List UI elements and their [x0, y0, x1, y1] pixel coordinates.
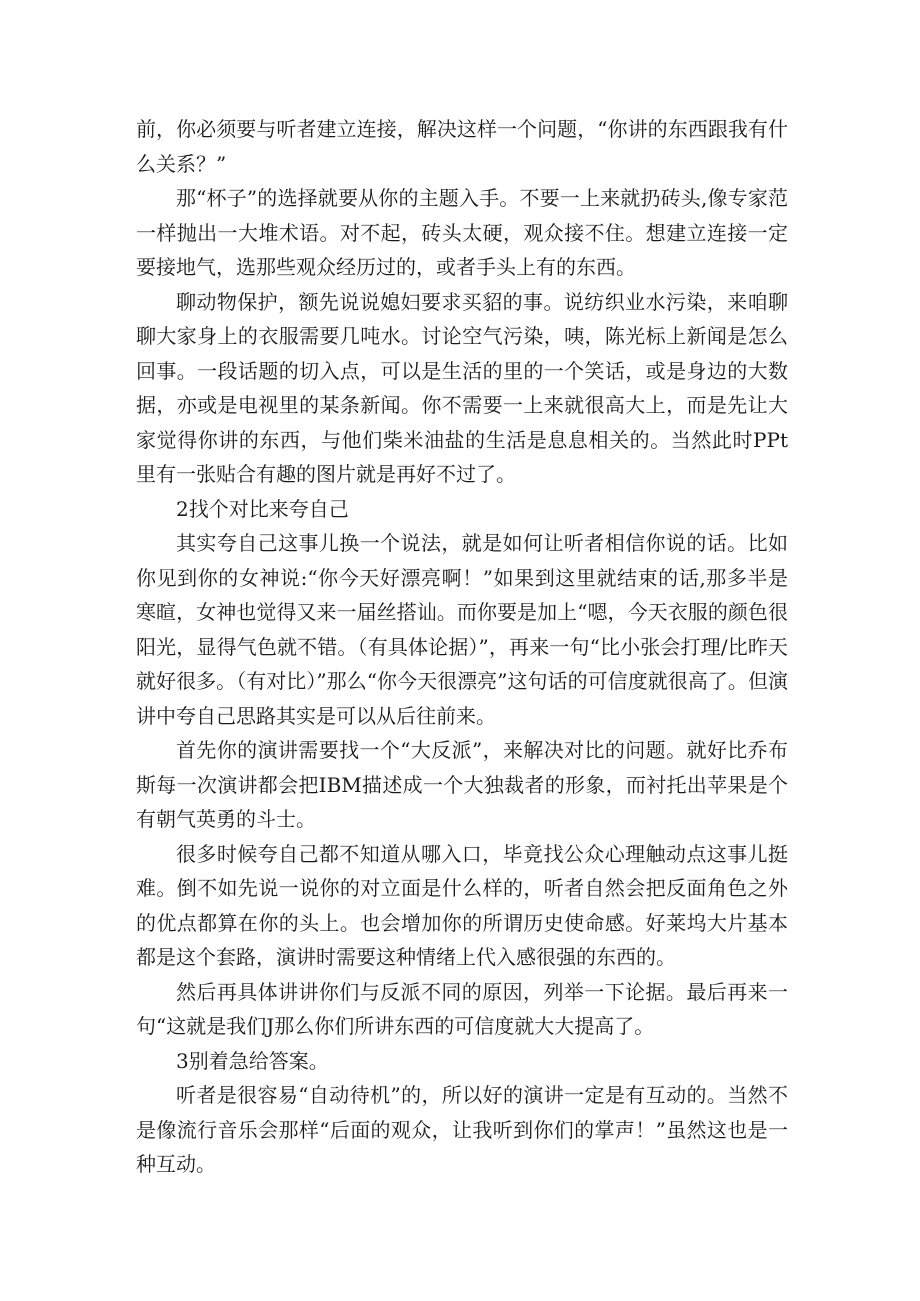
- section-heading: 2找个对比来夸自己: [176, 496, 349, 521]
- document-body: [136, 112, 788, 1182]
- paragraph: 听者是很容易“自动待机”的，所以好的演讲一定是有互动的。当然不是像流行音乐会那样“后面的观众，让我听到你们的掌声！”虽然这也是一种互动。: [136, 1083, 788, 1176]
- paragraph: 首先你的演讲需要找一个“大反派”，来解决对比的问题。就好比乔布斯每一次演讲都会把IBM描述成一个大独裁者的形象，而衬托出苹果是个有朝气英勇的斗士。: [136, 738, 788, 831]
- paragraph: 其实夸自己这事儿换一个说法，就是如何让听者相信你说的话。比如你见到你的女神说:“你今天好漂亮啊！”如果到这里就结束的话,那多半是寒暄，女神也觉得又来一届丝搭讪。而你要是加上“嗯，今天衣服的颜色很阳光，显得气色就不错。（有具体论据）”，再来一句“比小张会打理/比昨天就好很多。（有对比）”那么“你今天很漂亮”这句话的可信度就很高了。但演讲中夸自己思路其实是可以从后往前来。: [136, 531, 788, 728]
- paragraph: 那“杯子”的选择就要从你的主题入手。不要一上来就扔砖头,像专家范一样抛出一大堆术语。对不起，砖头太硬，观众接不住。想建立连接一定要接地气，选那些观众经历过的，或者手头上有的东西。: [136, 186, 788, 279]
- paragraph: 聊动物保护，额先说说媳妇要求买貂的事。说纺织业水污染，来咱聊聊大家身上的衣服需要几吨水。讨论空气污染，咦，陈光标上新闻是怎么回事。一段话题的切入点，可以是生活的里的一个笑话，或是身边的大数据，亦或是电视里的某条新闻。你不需要一上来就很高大上，而是先让大家觉得你讲的东西，与他们柴米油盐的生活是息息相关的。当然此时PPt里有一张贴合有趣的图片就是再好不过了。: [136, 289, 788, 486]
- section-heading: 3别着急给答案。: [176, 1048, 329, 1073]
- paragraph: 很多时候夸自己都不知道从哪入口，毕竟找公众心理触动点这事儿挺难。倒不如先说一说你的对立面是什么样的，听者自然会把反面角色之外的优点都算在你的头上。也会增加你的所谓历史使命感。好莱坞大片基本都是这个套路，演讲时需要这种情绪上代入感很强的东西的。: [136, 841, 788, 969]
- paragraph-continuation: 前，你必须要与听者建立连接，解决这样一个问题，“你讲的东西跟我有什么关系？”: [136, 117, 788, 176]
- paragraph: 然后再具体讲讲你们与反派不同的原因，列举一下论据。最后再来一句“这就是我们J那么你们所讲东西的可信度就大大提高了。: [136, 979, 788, 1038]
